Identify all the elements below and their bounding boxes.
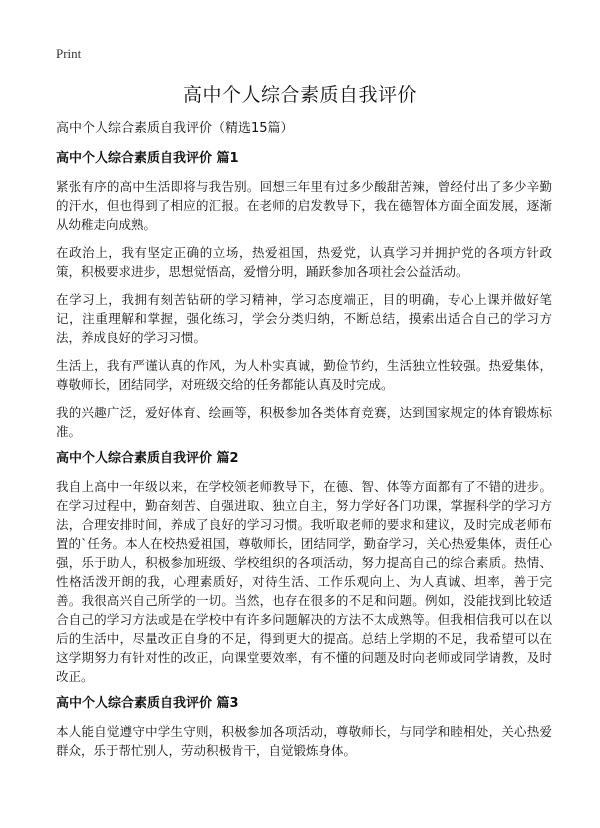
paragraph: 在学习上，我拥有刻苦钻研的学习精神，学习态度端正，目的明确，专心上课并做好笔记，注重理解和掌握，强化练习，学会分类归纳，不断总结，摸索出适合自己的学习方法，养成良好的学习习惯。: [56, 292, 552, 345]
section-heading: 高中个人综合素质自我评价 篇2: [56, 451, 239, 466]
paragraph: 本人能自觉遵守中学生守则，积极参加各项活动，尊敬师长，与同学和睦相处，关心热爱群众，乐于帮忙别人，劳动积极肯干，自觉锻炼身体。: [56, 724, 552, 758]
paragraph: 生活上，我有严谨认真的作风，为人朴实真诚，勤俭节约，生活独立性较强。热爱集体，尊敬师长，团结同学，对班级交给的任务都能认真及时完成。: [56, 358, 552, 392]
section-heading: 高中个人综合素质自我评价 篇1: [56, 151, 239, 166]
paragraph: 在政治上，我有坚定正确的立场，热爱祖国，热爱党，认真学习并拥护党的各项方针政策，积极要求进步，思想觉悟高，爱憎分明，踊跃参加各项社会公益活动。: [56, 245, 552, 279]
section-2: [56, 450, 552, 686]
paragraph: 我自上高中一年级以来，在学校领老师教导下，在德、智、体等方面都有了不错的进步。在学习过程中，勤奋刻苦、自强进取、独立自主，努力学好各门功课，掌握科学的学习方法，合理安排时间，养成了良好的学习习惯。我听取老师的要求和建议，及时完成老师布置的`任务。本人在校热爱祖国，尊敬师长，团结同学，勤奋学习，关心热爱集体，责任心强，乐于助人，积极参加班级、学校组织的各项活动，努力提高自己的综合素质。热情、性格活泼开朗的我，心理素质好，对待生活、工作乐观向上、为人真诚、坦率，善于完善。我很高兴自己所学的一切。当然，也存在很多的不足和问题。例如，没能找到比较适合自己的学习方法或是在学校中有许多问题解决的方法不太成熟等。但我相信我可以在以后的生活中，尽量改正自身的不足，得到更大的提高。总结上学期的不足，我希望可以在这学期努力有针对性的改正，向课堂要效率，有不懂的问题及时向老师或同学请教，及时改正。: [56, 479, 552, 684]
paragraph: 我的兴趣广泛，爱好体育、绘画等，积极参加各类体育竞赛，达到国家规定的体育锻炼标准。: [56, 405, 552, 439]
paragraph: 紧张有序的高中生活即将与我告别。回想三年里有过多少酸甜苦辣，曾经付出了多少辛勤的汗水，但也得到了相应的汇报。在老师的启发教导下，我在德智体方面全面发展，逐渐从幼稚走向成熟。: [56, 179, 552, 232]
article-body: [56, 120, 552, 769]
section-1: [56, 150, 552, 441]
print-link[interactable]: Print: [56, 46, 82, 61]
article-subtitle: 高中个人综合素质自我评价（精选15篇）: [56, 121, 294, 136]
page-title: 高中个人综合素质自我评价: [182, 84, 417, 106]
section-3: [56, 695, 552, 760]
section-heading: 高中个人综合素质自我评价 篇3: [56, 696, 239, 711]
